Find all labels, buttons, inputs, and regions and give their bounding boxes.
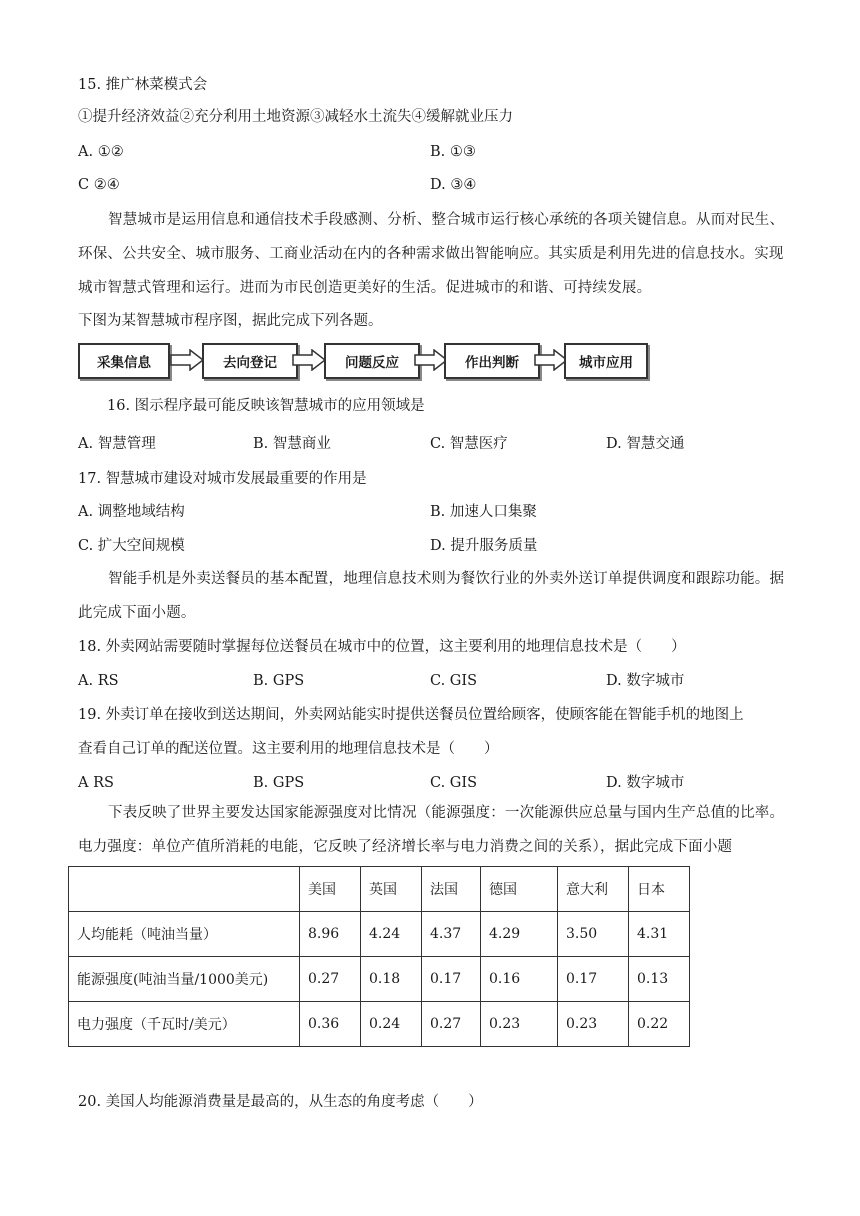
question-19-option-b: B. GPS — [253, 775, 305, 791]
table-cell: 0.16 — [481, 957, 558, 1002]
question-19-option-d: D. 数字城市 — [606, 775, 685, 791]
question-15-option-d: D. ③④ — [430, 177, 477, 193]
question-17-option-c: C. 扩大空间规模 — [78, 538, 185, 554]
table-cell: 0.22 — [629, 1002, 690, 1047]
table-header-cell: 意大利 — [558, 867, 629, 912]
question-18-option-d: D. 数字城市 — [606, 673, 685, 689]
table-cell: 0.23 — [481, 1002, 558, 1047]
flow-step-4: 作出判断 — [444, 343, 540, 379]
question-20-stem: 20. 美国人均能源消费量是最高的，从生态的角度考虑（ ） — [78, 1094, 483, 1110]
question-18-option-a: A. RS — [78, 673, 119, 689]
table-header-cell — [69, 867, 300, 912]
question-19-option-a: A RS — [78, 775, 114, 791]
arrow-right-icon — [170, 349, 204, 371]
question-17-option-a: A. 调整地域结构 — [78, 504, 185, 520]
question-19-stem-line-2: 查看自己订单的配送位置。这主要利用的地理信息技术是（ ） — [78, 741, 499, 757]
table-cell: 4.37 — [422, 912, 481, 957]
table-cell: 0.17 — [558, 957, 629, 1002]
question-15-option-b: B. ①③ — [430, 144, 476, 160]
question-16-option-b: B. 智慧商业 — [253, 436, 331, 452]
table-cell: 8.96 — [300, 912, 361, 957]
question-15-stem: 15. 推广林菜模式会 — [78, 77, 208, 93]
question-15-option-c: C ②④ — [78, 177, 120, 193]
table-header-cell: 法国 — [422, 867, 481, 912]
table-row-label: 电力强度（千瓦时/美元） — [69, 1002, 300, 1047]
table-header-cell: 英国 — [361, 867, 422, 912]
flow-step-1: 采集信息 — [78, 343, 170, 379]
table-cell: 0.27 — [300, 957, 361, 1002]
flow-step-2: 去向登记 — [202, 343, 298, 379]
table-header-row — [69, 867, 690, 912]
table-cell: 4.31 — [629, 912, 690, 957]
flow-step-3: 问题反应 — [324, 343, 420, 379]
table-cell: 3.50 — [558, 912, 629, 957]
arrow-right-icon — [414, 349, 448, 371]
flow-step-5: 城市应用 — [564, 343, 648, 379]
question-19-option-c: C. GIS — [430, 775, 478, 791]
table-cell: 4.29 — [481, 912, 558, 957]
table-cell: 0.36 — [300, 1002, 361, 1047]
energy-passage: 下表反映了世界主要发达国家能源强度对比情况（能源强度：一次能源供应总量与国内生产总值的比率。电力强度：单位产值所消耗的电能，它反映了经济增长率与电力消费之间的关系），据此完成下面小题 — [78, 805, 785, 855]
question-19-stem-line-1: 19. 外卖订单在接收到送达期间，外卖网站能实时提供送餐员位置给顾客，使顾客能在智能手机的地图上 — [78, 707, 744, 723]
table-cell: 0.27 — [422, 1002, 481, 1047]
table-cell: 4.24 — [361, 912, 422, 957]
question-16-option-c: C. 智慧医疗 — [430, 436, 508, 452]
table-header-cell: 日本 — [629, 867, 690, 912]
question-18-option-b: B. GPS — [253, 673, 305, 689]
question-15-statements: ①提升经济效益②充分利用土地资源③减轻水土流失④缓解就业压力 — [78, 109, 513, 125]
question-17-option-d: D. 提升服务质量 — [430, 538, 538, 554]
table-cell: 0.17 — [422, 957, 481, 1002]
table-cell: 0.23 — [558, 1002, 629, 1047]
question-18-option-c: C. GIS — [430, 673, 478, 689]
question-18-stem: 18. 外卖网站需要随时掌握每位送餐员在城市中的位置，这主要利用的地理信息技术是（ ） — [78, 639, 686, 655]
table-cell: 0.13 — [629, 957, 690, 1002]
table-row — [69, 912, 690, 957]
table-row-label: 能源强度(吨油当量/1000美元) — [69, 957, 300, 1002]
arrow-right-icon — [292, 349, 326, 371]
table-row-label: 人均能耗（吨油当量） — [69, 912, 300, 957]
question-16-stem: 16. 图示程序最可能反映该智慧城市的应用领域是 — [107, 398, 425, 414]
question-16-option-d: D. 智慧交通 — [606, 436, 685, 452]
flow-intro: 下图为某智慧城市程序图，据此完成下列各题。 — [78, 313, 383, 329]
question-16-option-a: A. 智慧管理 — [78, 436, 156, 452]
smart-city-flow-diagram — [78, 343, 648, 379]
smart-city-passage: 智慧城市是运用信息和通信技术手段感测、分析、整合城市运行核心承统的各项关键信息。从而对民生、环保、公共安全、城市服务、工商业活动在内的各种需求做出智能响应。其实质是利用先进的信息技水。实现城市智慧式管理和运行。进而为市民创造更美好的生活。促进城市的和谐、可持续发展。 — [78, 212, 785, 296]
table-cell: 0.24 — [361, 1002, 422, 1047]
energy-intensity-table — [68, 866, 690, 1047]
table-cell: 0.18 — [361, 957, 422, 1002]
table-row — [69, 1002, 690, 1047]
table-header-cell: 德国 — [481, 867, 558, 912]
question-17-stem: 17. 智慧城市建设对城市发展最重要的作用是 — [78, 471, 367, 487]
delivery-passage: 智能手机是外卖送餐员的基本配置，地理信息技术则为餐饮行业的外卖外送订单提供调度和跟踪功能。据此完成下面小题。 — [78, 571, 785, 621]
question-17-option-b: B. 加速人口集聚 — [430, 504, 537, 520]
table-row — [69, 957, 690, 1002]
arrow-right-icon — [534, 349, 568, 371]
table-header-cell: 美国 — [300, 867, 361, 912]
question-15-option-a: A. ①② — [78, 144, 124, 160]
